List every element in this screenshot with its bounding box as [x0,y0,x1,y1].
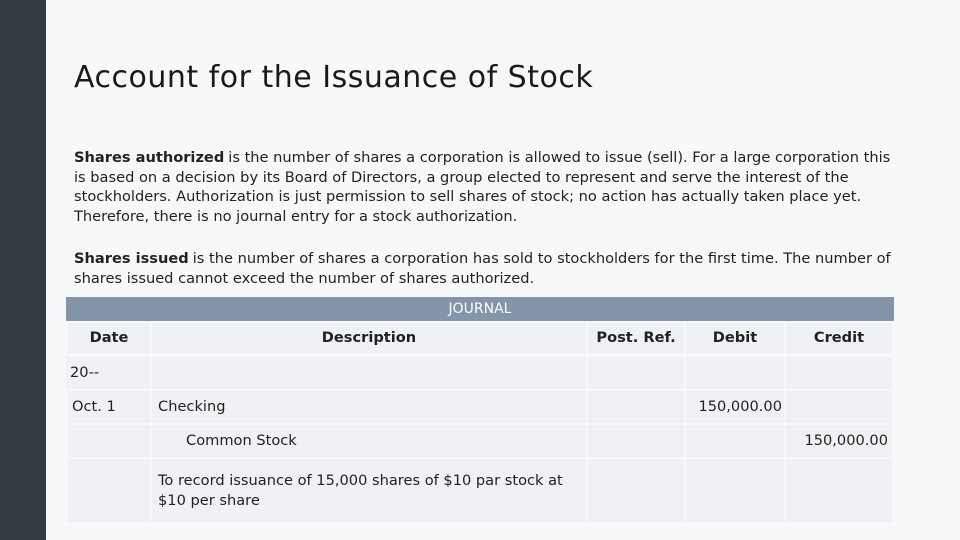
row-2-credit [786,391,892,423]
row-3-credit: 150,000.00 [786,425,892,457]
paragraph-shares-issued [74,249,894,288]
slide-title: Account for the Issuance of Stock [74,60,594,95]
row-4-date [68,459,150,522]
journal-table [66,297,894,524]
term-shares-authorized: Shares authorized [74,149,225,166]
paragraph-shares-authorized [74,148,894,226]
column-header-post-ref: Post. Ref. [588,323,684,353]
row-3-description: Common Stock [152,425,586,457]
row-3-debit [686,425,784,457]
row-1-description [152,357,586,389]
column-header-debit: Debit [686,323,784,353]
row-1-date: 20-- [66,357,150,389]
journal-title: JOURNAL [66,297,894,321]
row-1-post-ref [588,357,684,389]
row-3-post-ref [588,425,684,457]
sidebar-accent-bar [0,0,46,540]
row-2-post-ref [588,391,684,423]
column-header-date: Date [68,323,150,353]
paragraph-text: is the number of shares a corporation has sold to stockholders for the first time. The number of shares issued cannot exceed the number of shares authorized. [74,250,891,287]
row-4-post-ref [588,459,684,522]
row-2-debit: 150,000.00 [686,391,784,423]
row-2-description: Checking [152,391,586,423]
column-header-description: Description [152,323,586,353]
row-4-credit [786,459,892,522]
row-4-description: To record issuance of 15,000 shares of $10 par stock at $10 per share [152,459,586,522]
row-1-credit [786,357,892,389]
term-shares-issued: Shares issued [74,250,189,267]
column-header-credit: Credit [786,323,892,353]
row-3-date [68,425,150,457]
row-1-debit [686,357,784,389]
row-4-debit [686,459,784,522]
row-2-date: Oct. 1 [68,391,150,423]
paragraph-text: is the number of shares a corporation is allowed to issue (sell). For a large corporation this is based on a decision by its Board of Directors, a group elected to represent and serve the interest of the stockholders. Authorization is just permission to sell shares of stock; no action has actually taken place yet. Therefore, there is no journal entry for a stock authorization. [74,149,891,225]
